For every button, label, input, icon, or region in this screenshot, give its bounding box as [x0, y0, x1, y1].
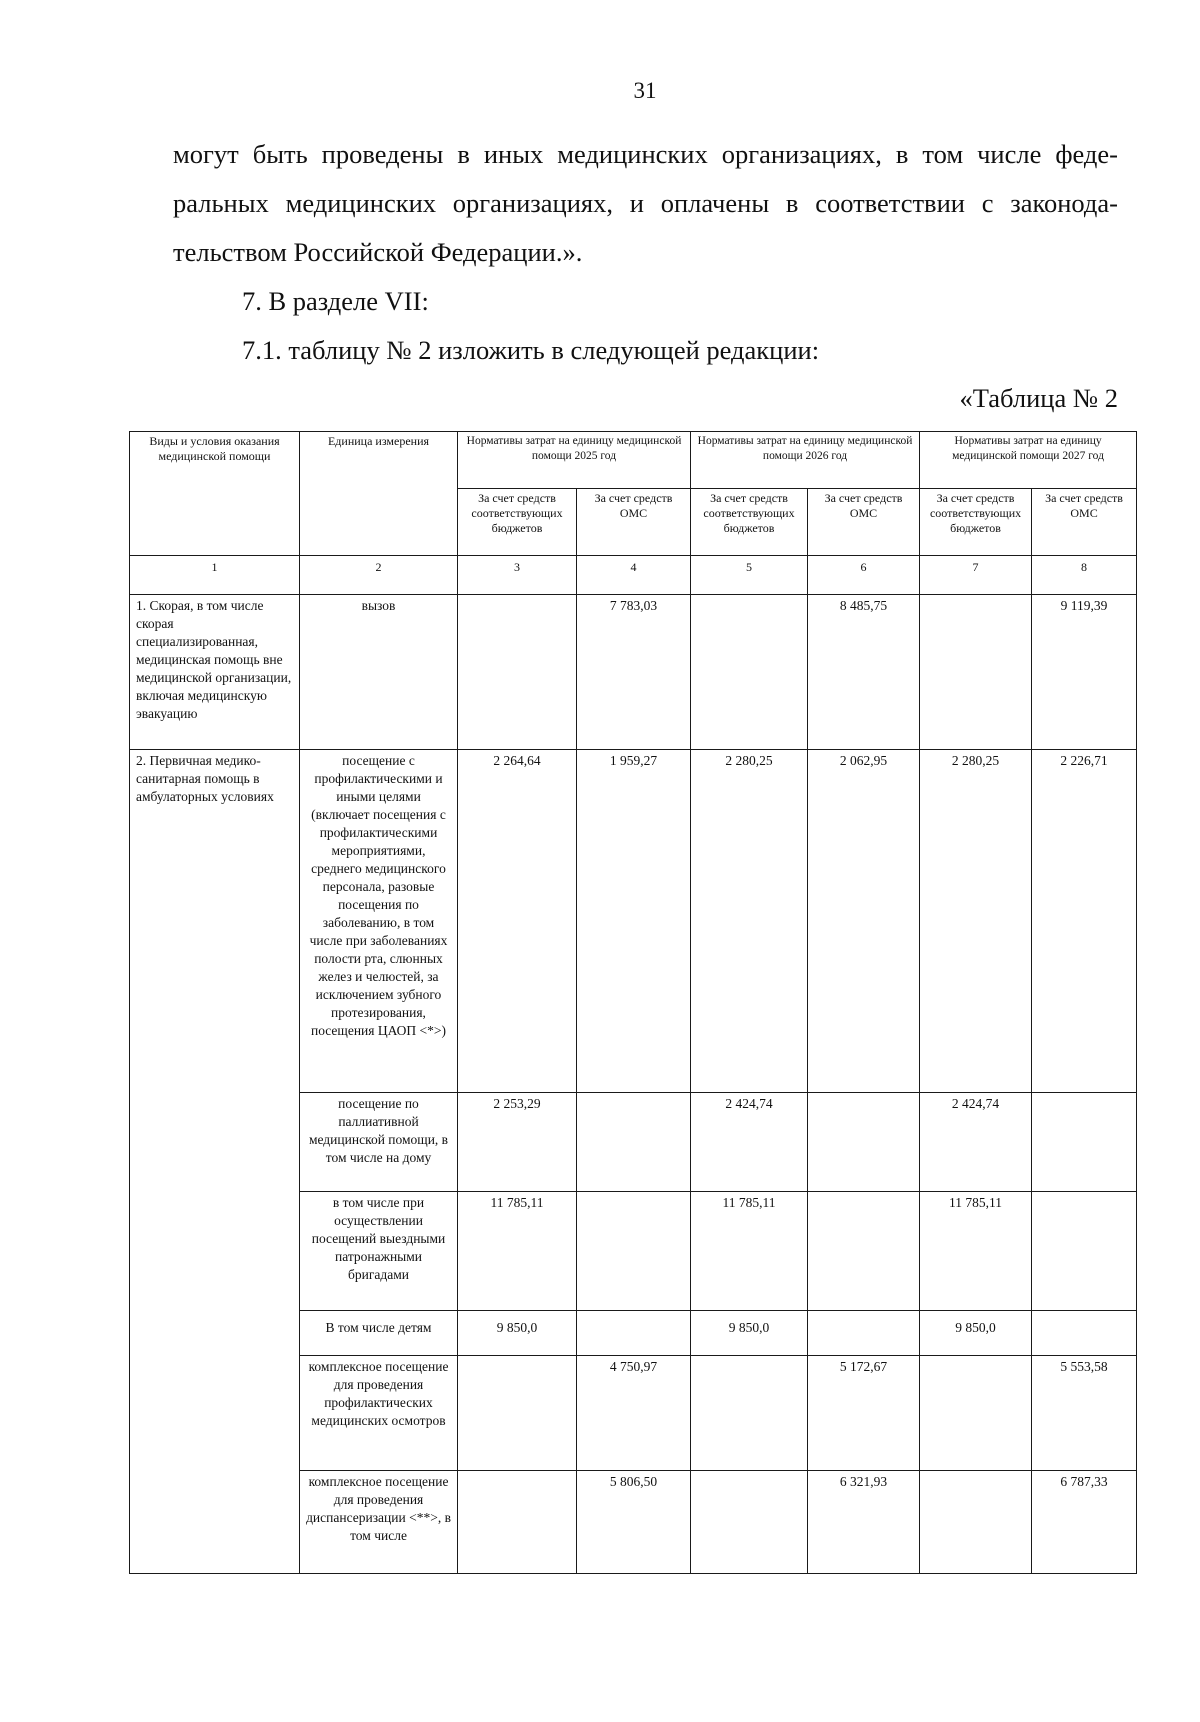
column-number: 3	[458, 556, 577, 595]
paragraph-line: тельством Российской Федерации.».	[173, 237, 583, 267]
value-cell: 11 785,11	[691, 1192, 808, 1311]
value-cell	[458, 595, 577, 750]
value-cell: 9 850,0	[691, 1311, 808, 1356]
value-cell	[808, 1311, 920, 1356]
value-cell	[1032, 1093, 1137, 1192]
value-cell: 6 321,93	[808, 1471, 920, 1574]
value-cell: 2 226,71	[1032, 750, 1137, 1093]
norms-table	[129, 431, 1137, 1574]
header-2025: Нормативы затрат на единицу медицинской помощи 2025 год	[458, 432, 691, 489]
value-cell: 2 253,29	[458, 1093, 577, 1192]
value-cell: 5 806,50	[577, 1471, 691, 1574]
header-2026: Нормативы затрат на единицу медицинской помощи 2026 год	[691, 432, 920, 489]
section-item: 7. В разделе VII:	[242, 286, 429, 316]
value-cell	[920, 1471, 1032, 1574]
unit-cell: в том числе при осуществлении посещений выездными патронажными бригадами	[300, 1192, 458, 1311]
column-number: 8	[1032, 556, 1137, 595]
unit-cell: В том числе детям	[300, 1311, 458, 1356]
value-cell: 9 119,39	[1032, 595, 1137, 750]
care-type-cell: 2. Первичная медико-санитарная помощь в амбулаторных условиях	[130, 750, 300, 1574]
value-cell: 2 062,95	[808, 750, 920, 1093]
unit-cell: комплексное посещение для проведения профилактических медицинских осмотров	[300, 1356, 458, 1471]
table-label: «Таблица № 2	[959, 383, 1118, 413]
value-cell: 1 959,27	[577, 750, 691, 1093]
column-number: 7	[920, 556, 1032, 595]
section-item: 7.1. таблицу № 2 изложить в следующей редакции:	[242, 335, 820, 365]
value-cell: 5 172,67	[808, 1356, 920, 1471]
value-cell	[577, 1192, 691, 1311]
value-cell: 8 485,75	[808, 595, 920, 750]
value-cell: 9 850,0	[920, 1311, 1032, 1356]
value-cell	[1032, 1311, 1137, 1356]
value-cell	[808, 1192, 920, 1311]
header-budget-2026: За счет средств соответствующих бюджетов	[691, 489, 808, 556]
header-unit: Единица измерения	[300, 432, 458, 556]
value-cell: 11 785,11	[920, 1192, 1032, 1311]
value-cell	[1032, 1192, 1137, 1311]
column-number: 4	[577, 556, 691, 595]
paragraph-line: могут быть проведены в иных медицинских организациях, в том числе феде-	[173, 139, 1118, 169]
header-budget-2025: За счет средств соответствующих бюджетов	[458, 489, 577, 556]
value-cell	[577, 1093, 691, 1192]
value-cell	[691, 595, 808, 750]
column-number-row	[130, 556, 1137, 595]
value-cell: 5 553,58	[1032, 1356, 1137, 1471]
value-cell: 6 787,33	[1032, 1471, 1137, 1574]
header-budget-2027: За счет средств соответствующих бюджетов	[920, 489, 1032, 556]
unit-cell: посещение по паллиативной медицинской помощи, в том числе на дому	[300, 1093, 458, 1192]
value-cell: 2 280,25	[691, 750, 808, 1093]
unit-cell: комплексное посещение для проведения диспансеризации <**>, в том числе	[300, 1471, 458, 1574]
value-cell	[458, 1356, 577, 1471]
table-row	[130, 595, 1137, 750]
value-cell	[920, 1356, 1032, 1471]
value-cell	[691, 1356, 808, 1471]
value-cell: 2 424,74	[920, 1093, 1032, 1192]
value-cell	[691, 1471, 808, 1574]
header-oms-2025: За счет средств ОМС	[577, 489, 691, 556]
column-number: 6	[808, 556, 920, 595]
table-row	[130, 750, 1137, 1093]
body-paragraph	[173, 130, 1118, 277]
page-number: 31	[633, 78, 657, 103]
header-2027: Нормативы затрат на единицу медицинской помощи 2027 год	[920, 432, 1137, 489]
value-cell	[808, 1093, 920, 1192]
care-type-cell: 1. Скорая, в том числе скорая специализированная, медицинская помощь вне медицинской организации, включая медицинскую эвакуацию	[130, 595, 300, 750]
value-cell	[458, 1471, 577, 1574]
column-number: 1	[130, 556, 300, 595]
unit-cell: вызов	[300, 595, 458, 750]
unit-cell: посещение с профилактическими и иными целями (включает посещения с профилактическими мероприятиями, среднего медицинского персонала, разовые посещения по заболеванию, в том числе при заболеваниях полости рта, слюнных желез и челюстей, за исключением зубного протезирования, посещения ЦАОП <*>)	[300, 750, 458, 1093]
value-cell: 4 750,97	[577, 1356, 691, 1471]
value-cell: 11 785,11	[458, 1192, 577, 1311]
header-care-type: Виды и условия оказания медицинской помощи	[130, 432, 300, 556]
value-cell: 7 783,03	[577, 595, 691, 750]
value-cell	[577, 1311, 691, 1356]
header-oms-2027: За счет средств ОМС	[1032, 489, 1137, 556]
value-cell: 2 264,64	[458, 750, 577, 1093]
value-cell: 2 280,25	[920, 750, 1032, 1093]
header-oms-2026: За счет средств ОМС	[808, 489, 920, 556]
paragraph-line: ральных медицинских организациях, и оплачены в соответствии с законода-	[173, 188, 1118, 218]
value-cell: 2 424,74	[691, 1093, 808, 1192]
value-cell	[920, 595, 1032, 750]
column-number: 2	[300, 556, 458, 595]
value-cell: 9 850,0	[458, 1311, 577, 1356]
column-number: 5	[691, 556, 808, 595]
